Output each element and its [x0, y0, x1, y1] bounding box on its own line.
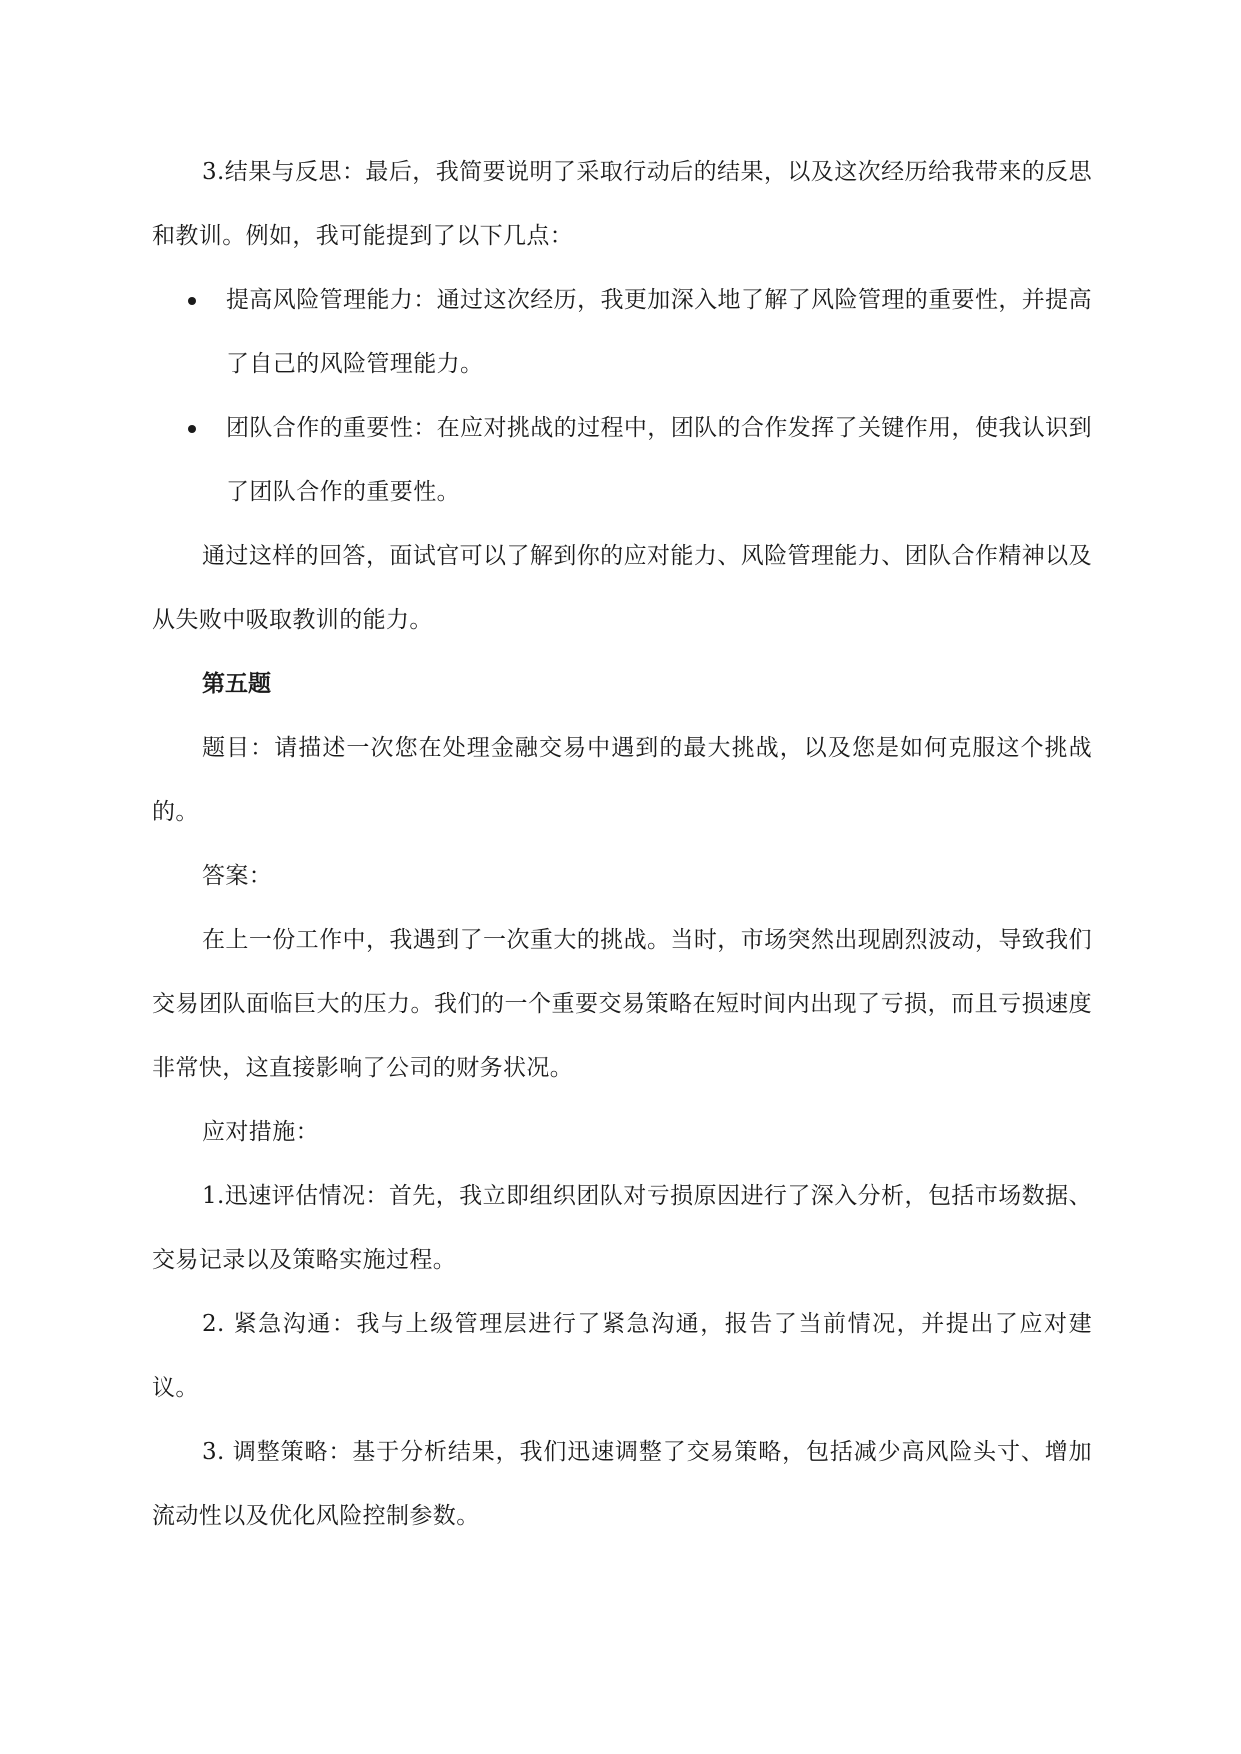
- intro-paragraph: 3.结果与反思：最后，我简要说明了采取行动后的结果，以及这次经历给我带来的反思和教训。例如，我可能提到了以下几点：: [152, 159, 1092, 249]
- bullet-dot-icon: [188, 297, 196, 305]
- list-item: [152, 396, 1092, 524]
- answer-paragraph: 在上一份工作中，我遇到了一次重大的挑战。当时，市场突然出现剧烈波动，导致我们交易团队面临巨大的压力。我们的一个重要交易策略在短时间内出现了亏损，而且亏损速度非常快，这直接影响了公司的财务状况。: [152, 927, 1092, 1081]
- reflection-list: [152, 268, 1092, 524]
- summary-paragraph: 通过这样的回答，面试官可以了解到你的应对能力、风险管理能力、团队合作精神以及从失败中吸取教训的能力。: [152, 543, 1092, 633]
- answer-label: 答案：: [202, 863, 273, 889]
- step-paragraph-2: 2. 紧急沟通：我与上级管理层进行了紧急沟通，报告了当前情况，并提出了应对建议。: [152, 1311, 1092, 1401]
- list-item-text: 团队合作的重要性：在应对挑战的过程中，团队的合作发挥了关键作用，使我认识到了团队合作的重要性。: [226, 415, 1092, 505]
- step-paragraph-1: 1.迅速评估情况：首先，我立即组织团队对亏损原因进行了深入分析，包括市场数据、交易记录以及策略实施过程。: [152, 1183, 1092, 1273]
- list-item: [152, 268, 1092, 396]
- bullet-dot-icon: [188, 425, 196, 433]
- measures-label: 应对措施：: [202, 1119, 319, 1145]
- section-heading: 第五题: [202, 671, 271, 697]
- question-paragraph: 题目：请描述一次您在处理金融交易中遇到的最大挑战，以及您是如何克服这个挑战的。: [152, 735, 1092, 825]
- list-item-text: 提高风险管理能力：通过这次经历，我更加深入地了解了风险管理的重要性，并提高了自己的风险管理能力。: [226, 287, 1092, 377]
- step-paragraph-3: 3. 调整策略：基于分析结果，我们迅速调整了交易策略，包括减少高风险头寸、增加流动性以及优化风险控制参数。: [152, 1439, 1092, 1529]
- document-page: [152, 140, 1092, 1548]
